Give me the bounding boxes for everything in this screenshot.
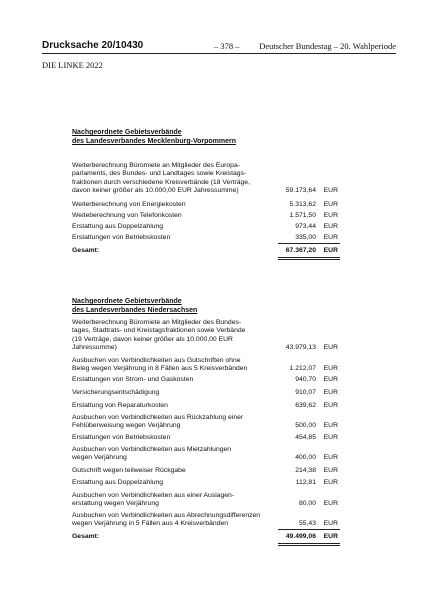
row-currency: EUR: [323, 201, 338, 208]
row-currency: EUR: [323, 454, 338, 461]
section-title-line1: Nachgeordnete Gebietsverbände: [72, 298, 182, 305]
row-currency: EUR: [323, 365, 338, 372]
row-amount: 55,43: [298, 520, 316, 527]
row-amount: 112,81: [295, 479, 316, 486]
section-title-line2: des Landesverbandes Niedersachsen: [72, 307, 198, 314]
section-title-line2: des Landesverbandes Mecklenburg-Vorpommern: [72, 138, 237, 145]
total-amount: 67.367,20: [285, 247, 316, 254]
subtotal-rule: [278, 529, 340, 530]
total-label: Gesamt:: [72, 247, 100, 254]
row-label: Weiteberechnung von Telefonkosten: [72, 212, 182, 219]
row-amount: 1.212,07: [289, 365, 316, 372]
row-amount: 5.313,62: [289, 201, 316, 208]
page-number: – 378 –: [214, 41, 240, 51]
row-amount: 973,44: [295, 223, 316, 230]
row-currency: EUR: [323, 389, 338, 396]
row-label: Ausbuchen von Verbindlichkeiten aus einer Auslagen- erstattung wegen Verjährung: [72, 492, 235, 508]
document-prefix: Drucksache 20/: [42, 40, 116, 51]
row-label: Ausbuchen von Verbindlichkeiten aus Gutschriften ohne Beleg wegen Verjährung in 8 Fällen aus 5 Kreisverbänden: [72, 357, 248, 373]
row-label: Ausbuchen von Verbindlichkeiten aus Abrechnungsdifferenzen wegen Verjährung in 5 Fällen aus 4 Kreisverbänden: [72, 512, 261, 528]
row-currency: EUR: [323, 467, 338, 474]
row-currency: EUR: [323, 187, 338, 194]
document-number: [42, 40, 143, 51]
row-amount: 910,07: [295, 389, 316, 396]
subtotal-rule: [278, 243, 340, 244]
row-label: Weiterberechnung Büromiete an Mitglieder des Europa- parlaments, des Bundes- und Landtages sowie Kreistags- fraktionen durch verschiedene Kreisverbände (18 Verträge, davon keiner größer als 10.000,00 EUR Jahressumme): [72, 162, 250, 194]
row-label: Erstattung aus Doppelzahlung: [72, 479, 164, 486]
row-currency: EUR: [323, 422, 338, 429]
total-currency: EUR: [323, 247, 338, 254]
row-label: Erstattungen von Betriebskosten: [72, 434, 171, 441]
row-label: Erstattung aus Doppelzahlung: [72, 223, 164, 230]
total-rule: [278, 543, 340, 544]
total-currency: EUR: [323, 533, 338, 540]
row-label: Ausbuchen von Verbindlichkeiten aus Rückzahlung einer Fehlüberweisung wegen Verjährung: [72, 414, 244, 430]
row-currency: EUR: [323, 500, 338, 507]
row-currency: EUR: [323, 479, 338, 486]
row-amount: 59.173,64: [285, 187, 316, 194]
row-amount: 400,00: [295, 454, 316, 461]
row-amount: 80,00: [298, 500, 316, 507]
row-currency: EUR: [323, 344, 338, 351]
row-label: Erstattung von Reparaturkosten: [72, 402, 168, 409]
row-label: Gutschrift wegen teilweiser Rückgabe: [72, 467, 186, 474]
row-currency: EUR: [323, 212, 338, 219]
party-line: DIE LINKE 2022: [42, 60, 103, 70]
page-header: [42, 40, 396, 52]
total-label: Gesamt:: [72, 533, 100, 540]
row-currency: EUR: [323, 520, 338, 527]
row-amount: 454,85: [295, 434, 316, 441]
row-amount: 500,00: [295, 422, 316, 429]
section-mecklenburg-vorpommern: [72, 128, 352, 254]
row-label: Versicherungsentschädigung: [72, 389, 160, 396]
row-amount: 43.979,13: [285, 344, 316, 351]
total-double-rule: [278, 259, 340, 260]
row-amount: 214,38: [295, 467, 316, 474]
row-label: Ausbuchen von Verbindlichkeiten aus Mietzahlungen wegen Verjährung: [72, 446, 232, 462]
row-amount: 639,62: [295, 402, 316, 409]
row-label: Weiterberechnung von Energiekosten: [72, 201, 186, 208]
row-label: Erstattungen von Betriebskosten: [72, 234, 171, 241]
total-double-rule: [278, 545, 340, 546]
row-amount: 940,70: [295, 376, 316, 383]
section-title-line1: Nachgeordnete Gebietsverbände: [72, 129, 182, 136]
total-amount: 49.499,06: [285, 533, 316, 540]
row-label: Erstattungen von Strom- und Gaskosten: [72, 376, 194, 383]
row-currency: EUR: [323, 402, 338, 409]
row-label: Weiterberechnung Büromiete an Mitglieder des Bundes- tages, Stadtrats- und Kreistagsfraktionen sowie Verbände (19 Verträge, davon keiner größer als 10.000,00 EUR Jahressumme): [72, 319, 246, 351]
row-currency: EUR: [323, 234, 338, 241]
row-currency: EUR: [323, 434, 338, 441]
row-currency: EUR: [323, 223, 338, 230]
document-number-value: 10430: [115, 40, 144, 51]
row-currency: EUR: [323, 376, 338, 383]
row-amount: 335,00: [295, 234, 316, 241]
section-niedersachsen: [72, 297, 352, 540]
total-rule: [278, 257, 340, 258]
publisher: Deutscher Bundestag – 20. Wahlperiode: [259, 41, 396, 51]
row-amount: 1.571,50: [289, 212, 316, 219]
header-divider: [42, 53, 396, 54]
